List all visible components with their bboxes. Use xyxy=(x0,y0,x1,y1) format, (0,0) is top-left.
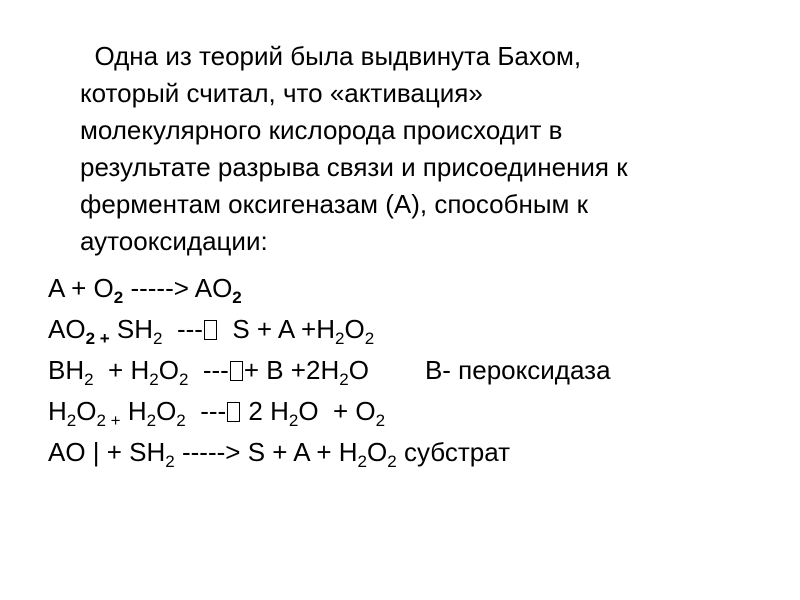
eq-subscript: 2 xyxy=(335,329,345,348)
intro-paragraph xyxy=(80,38,760,260)
eq-text: + H xyxy=(93,355,150,385)
equation-1 xyxy=(48,268,768,309)
equation-5 xyxy=(48,432,768,473)
eq-text: BH xyxy=(48,355,85,385)
arrow-glyph-icon xyxy=(204,320,217,340)
eq-subscript: 2 xyxy=(232,288,242,307)
eq-subscript: 2 xyxy=(339,370,349,389)
equation-3 xyxy=(48,350,768,391)
eq-text: H xyxy=(120,396,147,426)
eq-subscript: 2 xyxy=(149,370,159,389)
eq-text: --- xyxy=(185,396,227,426)
eq-text: -----> AO xyxy=(123,273,233,303)
eq-subscript: 2 xyxy=(66,411,77,430)
paragraph-line-text: Одна из теорий была выдвинута Бахом, xyxy=(94,41,582,71)
eq-text: O xyxy=(344,314,365,344)
eq-text: O xyxy=(156,396,177,426)
eq-subscript: 2 xyxy=(84,370,94,389)
eq-text: SH xyxy=(109,314,154,344)
paragraph-line: результате разрыва связи и присоединения к xyxy=(80,152,628,182)
paragraph-line xyxy=(80,38,760,75)
eq-text: O xyxy=(367,437,388,467)
eq-text: + B +2H xyxy=(243,355,340,385)
eq-text: 2 H xyxy=(241,396,289,426)
eq-text: --- xyxy=(162,314,203,344)
eq-subscript: 2 xyxy=(176,411,186,430)
paragraph-line: ферментам оксигеназам (А), способным к xyxy=(80,189,589,219)
eq-text: субстрат xyxy=(396,437,510,467)
eq-subscript: 2 xyxy=(364,329,375,348)
peroxidase-note: B- пероксидаза xyxy=(424,355,611,385)
paragraph-line: который считал, что «активация» xyxy=(80,78,483,108)
eq-subscript: 2 + xyxy=(85,329,110,348)
eq-text: AO xyxy=(48,314,86,344)
eq-text: H xyxy=(48,396,67,426)
arrow-glyph-icon xyxy=(230,361,243,381)
eq-subscript: 2 xyxy=(178,370,189,389)
eq-subscript: 2 xyxy=(387,452,397,471)
eq-text: A + O xyxy=(48,273,114,303)
eq-text: -----> S + A + H xyxy=(174,437,358,467)
eq-subscript: 2 xyxy=(153,329,163,348)
eq-text: O + O xyxy=(298,396,376,426)
eq-text: --- xyxy=(188,355,229,385)
eq-text: O xyxy=(76,396,97,426)
equation-2 xyxy=(48,309,768,350)
paragraph-line: аутооксидации: xyxy=(80,226,268,256)
eq-subscript: 2 xyxy=(357,452,368,471)
equation-4 xyxy=(48,391,768,432)
paragraph-line: молекулярного кислорода происходит в xyxy=(80,115,563,145)
eq-subscript: 2 xyxy=(375,411,386,430)
arrow-glyph-icon xyxy=(227,402,240,422)
eq-text: O xyxy=(348,355,369,385)
eq-subscript: 2 + xyxy=(96,411,121,430)
eq-text: O xyxy=(158,355,179,385)
eq-subscript: 2 xyxy=(146,411,157,430)
eq-subscript: 2 xyxy=(113,288,124,307)
eq-subscript: 2 xyxy=(165,452,175,471)
eq-subscript: 2 xyxy=(288,411,299,430)
eq-text: AO | + SH xyxy=(48,437,166,467)
equations-block xyxy=(48,268,768,473)
eq-text: S + A +H xyxy=(217,314,335,344)
